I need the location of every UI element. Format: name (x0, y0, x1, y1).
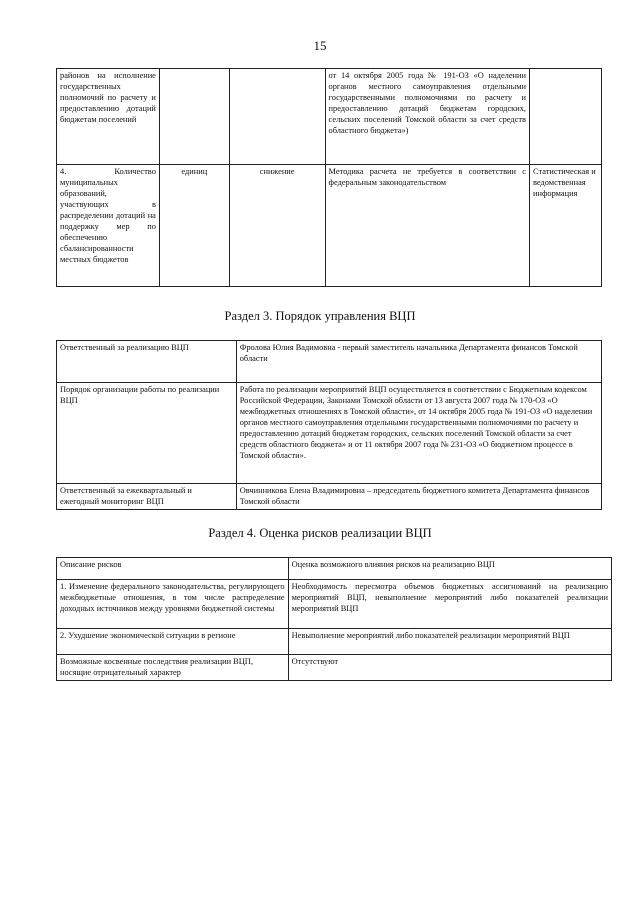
risk-impact-cell: Отсутствуют (288, 655, 611, 681)
table-row (57, 383, 602, 484)
table-row (57, 655, 612, 681)
risk-impact-cell: Необходимость пересмотра объемов бюджетных ассигнований на реализацию мероприятий ВЦП, невыполнение мероприятий либо показателей реализации мероприятий ВЦП (288, 580, 611, 629)
indicator-name-cell: 4. Количество муниципальных образований, участвующих в распределении дотаций на поддержку мер по обеспечению сбалансированности местных бюджетов (57, 165, 160, 287)
table-row (57, 484, 602, 510)
indicator-source-cell (530, 69, 602, 165)
table-row (57, 341, 602, 383)
table-row (57, 580, 612, 629)
table-header-row (57, 558, 612, 580)
risks-table (56, 557, 612, 681)
section3-title: Раздел 3. Порядок управления ВЦП (224, 309, 416, 323)
risk-description-cell: 1. Изменение федерального законодательства, регулирующего межбюджетные отношения, в том числе распределение доходных источников между уровнями бюджетной системы (57, 580, 289, 629)
table-row (57, 69, 602, 165)
indicator-unit-cell: единиц (159, 165, 229, 287)
indicator-method-cell: Методика расчета не требуется в соответствии с федеральным законодательством (325, 165, 529, 287)
indicator-source-cell: Статистическая и ведомственная информация (530, 165, 602, 287)
indicator-unit-cell (159, 69, 229, 165)
table-row (57, 629, 612, 655)
indicator-trend-cell (229, 69, 325, 165)
management-value-cell: Фролова Юлия Вадимовна - первый заместитель начальника Департамента финансов Томской области (236, 341, 601, 383)
management-label-cell: Ответственный за реализацию ВЦП (57, 341, 237, 383)
indicator-name-cell: районов на исполнение государственных полномочий по расчету и предоставлению дотаций бюджетам поселений (57, 69, 160, 165)
management-value-cell: Овчинникова Елена Владимировна – председатель бюджетного комитета Департамента финансов Томской области (236, 484, 601, 510)
management-label-cell: Ответственный за ежеквартальный и ежегодный мониторинг ВЦП (57, 484, 237, 510)
risk-impact-cell: Невыполнение мероприятий либо показателей реализации мероприятий ВЦП (288, 629, 611, 655)
risk-description-cell: 2. Ухудшение экономической ситуации в регионе (57, 629, 289, 655)
risk-description-cell: Возможные косвенные последствия реализации ВЦП, носящие отрицательный характер (57, 655, 289, 681)
risks-header-impact: Оценка возможного влияния рисков на реализацию ВЦП (288, 558, 611, 580)
indicator-method-cell: от 14 октября 2005 года № 191-ОЗ «О наделении органов местного самоуправления отдельными государственными полномочиями по расчету и предоставлению дотаций бюджетам городских, сельских поселений Томской области за счет средств областного бюджета») (325, 69, 529, 165)
management-label-cell: Порядок организации работы по реализации ВЦП (57, 383, 237, 484)
section4-title: Раздел 4. Оценка рисков реализации ВЦП (208, 526, 432, 540)
management-table (56, 340, 602, 510)
indicators-table (56, 68, 602, 287)
risks-header-description: Описание рисков (57, 558, 289, 580)
indicator-trend-cell: снижение (229, 165, 325, 287)
page-number: 15 (313, 38, 327, 53)
management-value-cell: Работа по реализации мероприятий ВЦП осуществляется в соответствии с Бюджетным кодексом Российской Федерации, Законами Томской области от 13 августа 2007 года № 170-ОЗ «О межбюджетных отношениях в Томской области», от 14 октября 2005 года № 191-ОЗ «О наделении органов местного самоуправления отдельными государственными полномочиями по расчету и предоставлению дотаций бюджетам городских, сельских поселений Томской области за счет средств областного бюджета» и от 11 октября 2007 года № 231-ОЗ «О бюджетном процессе в Томской области». (236, 383, 601, 484)
table-row (57, 165, 602, 287)
